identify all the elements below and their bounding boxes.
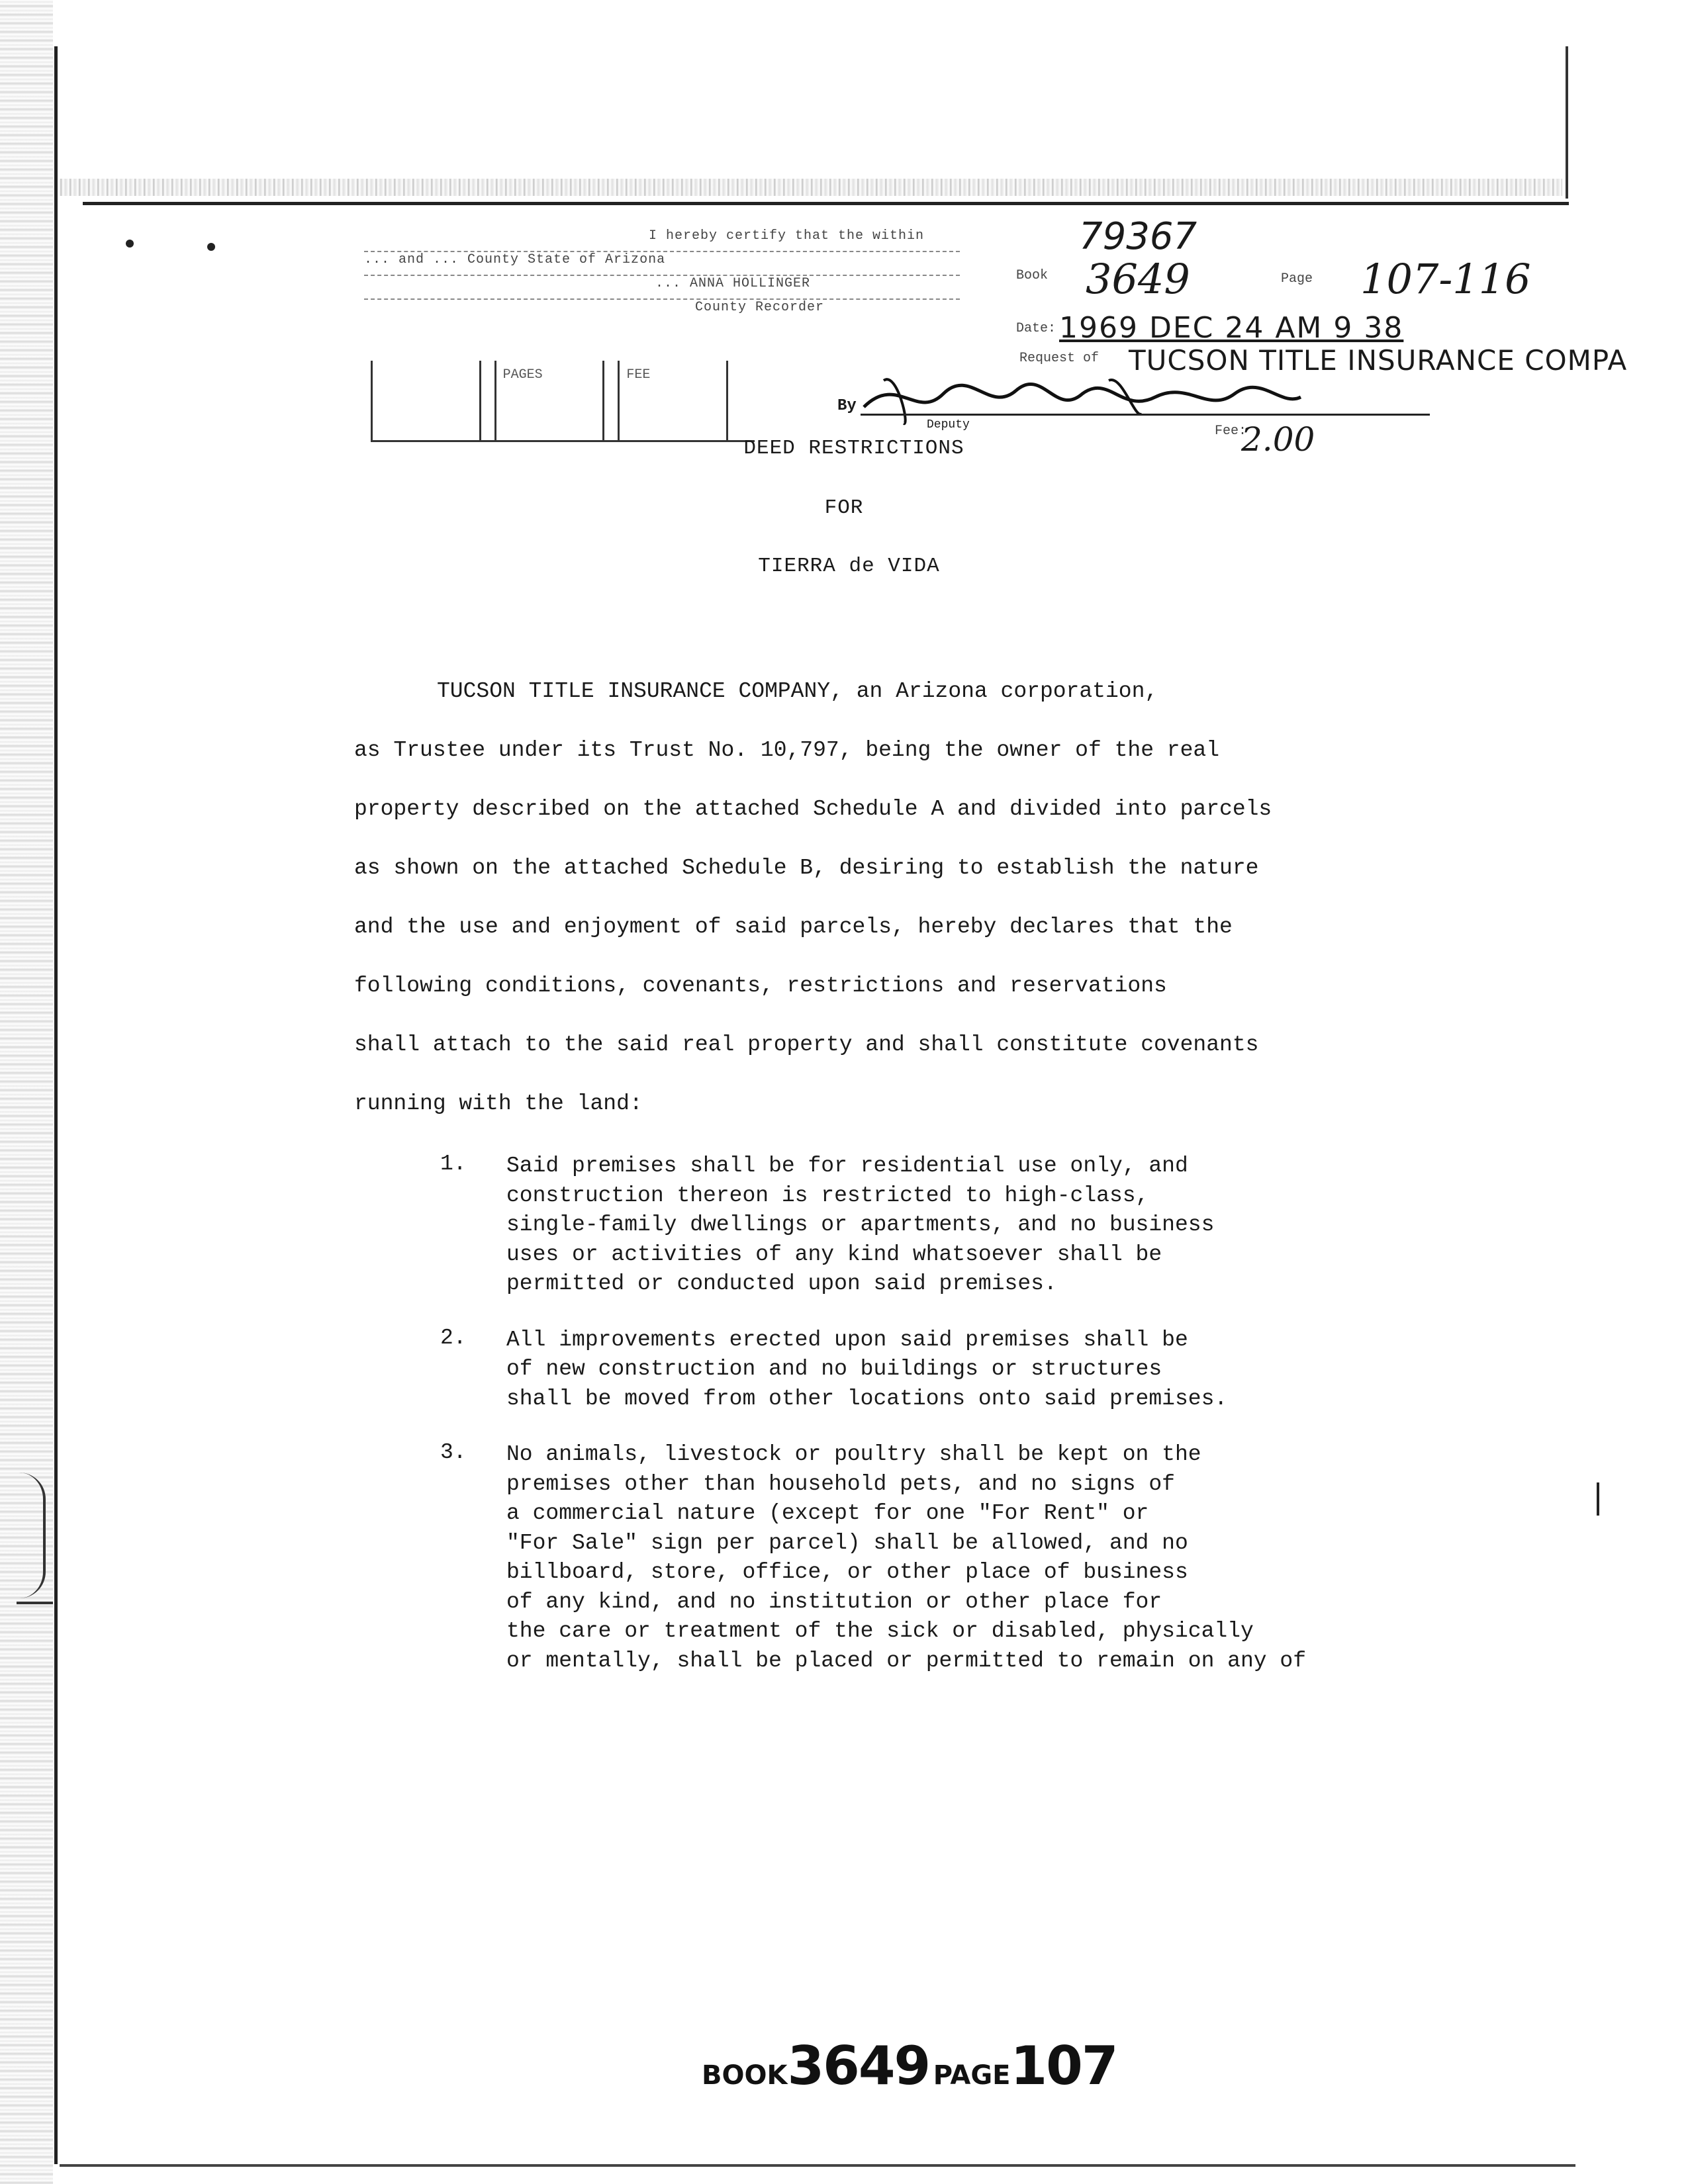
scan-mark-right xyxy=(1597,1482,1599,1516)
stamp-line: I hereby certify that the within xyxy=(364,228,960,252)
book-number: 3649 xyxy=(787,2035,930,2097)
book-label: BOOK xyxy=(702,2060,788,2091)
by-label: By xyxy=(837,397,857,415)
fee-label: Fee: xyxy=(1215,424,1247,439)
page-bottom-rule xyxy=(60,2164,1575,2167)
stamp-line: ... and ... County State of Arizona xyxy=(364,252,960,276)
declaration-paragraph xyxy=(354,662,1519,1133)
document-title: DEED RESTRICTIONS xyxy=(743,437,964,460)
recorder-certificate-stamp xyxy=(364,228,960,322)
request-of: TUCSON TITLE INSURANCE COMPA xyxy=(1129,344,1628,377)
stamp-line: ... ANNA HOLLINGER xyxy=(364,276,960,300)
paragraph-line: property described on the attached Schedule A and divided into parcels xyxy=(354,797,1272,821)
scan-border-left xyxy=(54,46,58,2164)
record-number: 79367 xyxy=(1079,215,1197,258)
deputy-label: Deputy xyxy=(927,418,970,432)
page-number: 107 xyxy=(1010,2035,1117,2097)
document-title-for: FOR xyxy=(824,496,864,520)
fee-amount: 2.00 xyxy=(1241,420,1315,459)
request-label: Request of xyxy=(1019,351,1100,366)
signature-line xyxy=(861,414,1430,416)
binder-clip-mark xyxy=(13,1473,46,1598)
item-number: 3. xyxy=(440,1440,467,1465)
paragraph-line: as shown on the attached Schedule B, desiring to establish the nature xyxy=(354,856,1259,880)
scan-edge-left xyxy=(0,0,53,2184)
stamp-boxes xyxy=(371,361,741,440)
binder-clip-mark xyxy=(17,1602,53,1604)
restriction-item xyxy=(440,1152,1486,1299)
restriction-item xyxy=(440,1326,1486,1414)
subdivision-name: TIERRA de VIDA xyxy=(758,555,940,578)
paragraph-line: and the use and enjoyment of said parcels, hereby declares that the xyxy=(354,915,1233,939)
stamp-box xyxy=(371,361,481,440)
scan-dot xyxy=(207,243,215,251)
page-range: 107-116 xyxy=(1360,255,1531,303)
item-text: No animals, livestock or poultry shall be kept on the premises other than household pets, and no signs of a commercial nature (except for one "For Rent" or "For Sale" sign per parcel) shall be allowed, and no billboard, store, office, or other place of business of any kind, and no institution or other place for the care or treatment of the sick or disabled, physically or mentally, shall be placed or permitted to remain on any of xyxy=(506,1442,1306,1673)
docket-label: Book xyxy=(1016,268,1049,283)
stamp-box-pages: PAGES xyxy=(494,361,605,440)
page-label: Page xyxy=(1281,271,1313,287)
paragraph-line: following conditions, covenants, restrictions and reservations xyxy=(354,974,1167,998)
paragraph-line: shall attach to the said real property and shall constitute covenants xyxy=(354,1032,1259,1057)
item-text: All improvements erected upon said premises shall be of new construction and no buildings or structures shall be moved from other locations onto said premises. xyxy=(506,1327,1228,1411)
scan-border-right xyxy=(1566,46,1568,199)
item-text: Said premises shall be for residential use only, and construction thereon is restricted to high-class, single-family dwellings or apartments, and no business uses or activities of any kind whatsoever shall be permitted or conducted upon said premises. xyxy=(506,1154,1215,1296)
scan-noise-top xyxy=(60,179,1562,196)
restriction-item xyxy=(440,1440,1486,1676)
scan-dot xyxy=(126,240,134,248)
paragraph-line: TUCSON TITLE INSURANCE COMPANY, an Arizona corporation, xyxy=(437,679,1158,704)
book-page-stamp xyxy=(702,2035,1117,2097)
docket-number: 3649 xyxy=(1086,255,1190,303)
page-label: PAGE xyxy=(933,2060,1011,2091)
signature-scribble xyxy=(857,367,1307,427)
item-number: 2. xyxy=(440,1325,467,1350)
date-label: Date: xyxy=(1016,321,1056,336)
paragraph-line: running with the land: xyxy=(354,1091,643,1116)
item-number: 1. xyxy=(440,1152,467,1176)
paragraph-line: as Trustee under its Trust No. 10,797, being the owner of the real xyxy=(354,738,1220,762)
page-top-rule xyxy=(83,202,1569,205)
stamp-line: County Recorder xyxy=(695,300,825,315)
recording-date: 1969 DEC 24 AM 9 38 xyxy=(1059,311,1404,345)
stamp-box-fee: FEE xyxy=(618,361,728,440)
restrictions-list xyxy=(440,1152,1486,1702)
